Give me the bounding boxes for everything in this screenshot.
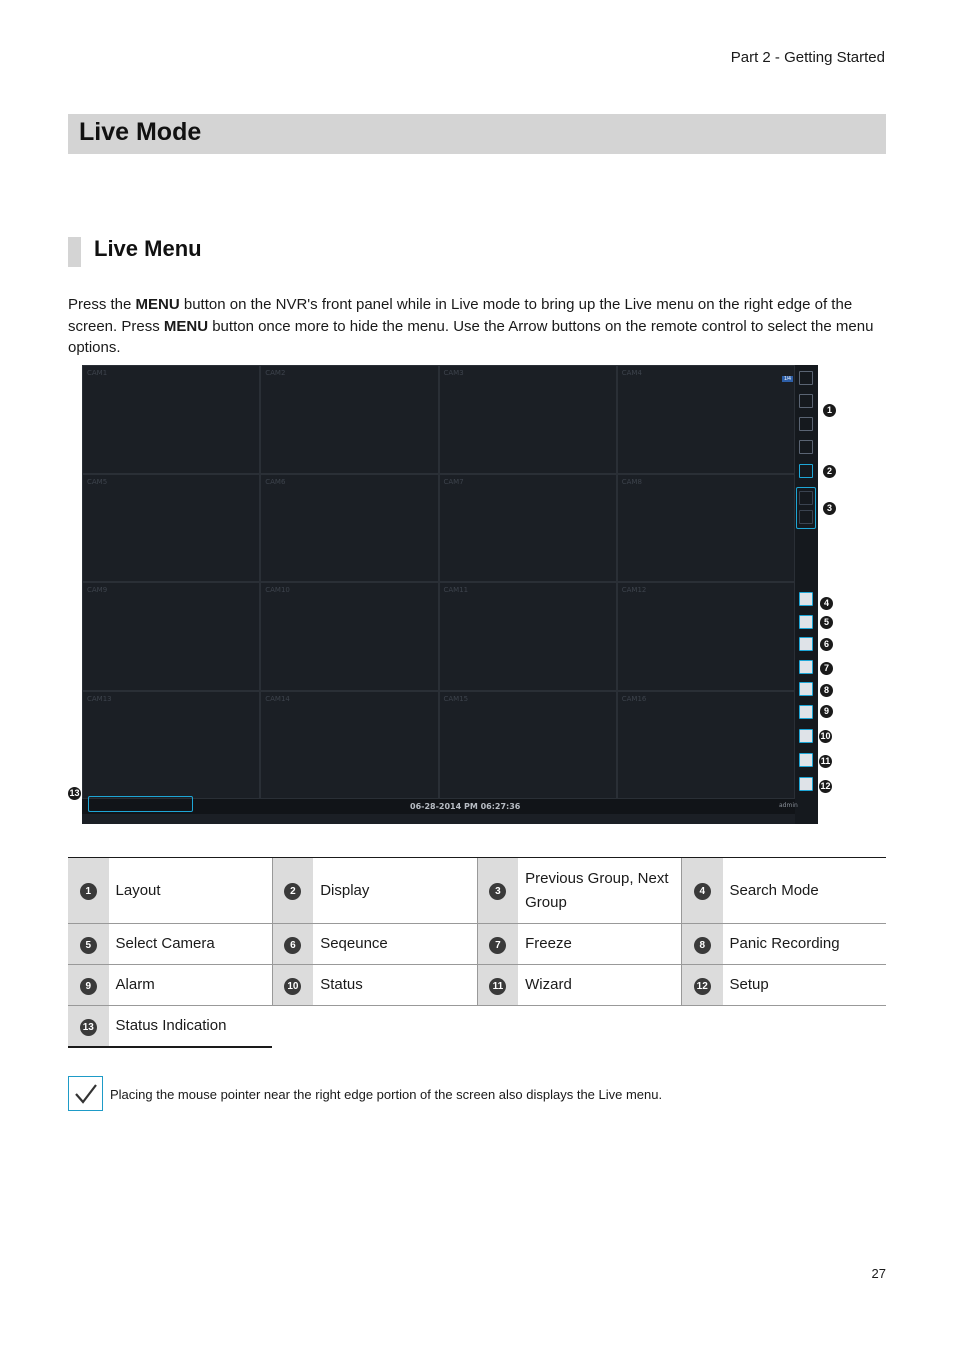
legend-number-cell (681, 858, 722, 924)
callout-12: 12 (820, 781, 831, 791)
camera-tile (617, 691, 795, 800)
display-icon (799, 464, 813, 478)
camera-label: CAM5 (87, 477, 108, 486)
legend-number: 13 (80, 1019, 97, 1036)
legend-number: 5 (80, 937, 97, 954)
camera-tile (617, 474, 795, 583)
legend-number: 6 (284, 937, 301, 954)
layout-4-icon (799, 394, 813, 408)
legend-number-cell (68, 1006, 109, 1048)
legend-number: 7 (489, 937, 506, 954)
camera-label: CAM3 (443, 369, 464, 377)
legend-number-cell (68, 858, 109, 924)
status-indication-highlight (88, 796, 193, 812)
legend-number-cell (272, 858, 313, 924)
legend-number: 2 (284, 883, 301, 900)
legend-number-cell (68, 924, 109, 965)
legend-row (68, 1006, 886, 1048)
live-screen-screenshot (82, 365, 818, 824)
section-title: Live Mode (79, 118, 202, 146)
camera-label: CAM10 (265, 586, 290, 594)
panic-recording-icon (799, 682, 813, 696)
callout-13: 13 (69, 788, 80, 798)
callout-10: 10 (820, 731, 831, 741)
sequence-icon (799, 637, 813, 651)
callout-8: 8 (820, 684, 833, 697)
note-text: Placing the mouse pointer near the right edge portion of the screen also displays the Live menu. (110, 1087, 663, 1102)
legend-number: 11 (489, 978, 506, 995)
legend-number-cell (477, 858, 518, 924)
legend-row (68, 965, 886, 1006)
camera-label: CAM2 (265, 369, 286, 377)
camera-tile (617, 582, 795, 691)
legend-label: Wizard (518, 965, 681, 1006)
callout-11: 11 (820, 756, 831, 766)
legend-number-cell (477, 965, 518, 1006)
search-mode-icon (799, 592, 813, 606)
legend-number-cell (272, 924, 313, 965)
camera-tile (82, 474, 260, 583)
camera-tile (82, 691, 260, 800)
intro-paragraph (68, 294, 888, 359)
callout-2: 2 (823, 465, 836, 478)
camera-tile (260, 691, 438, 800)
legend-label: Status Indication (109, 1006, 273, 1048)
legend-label: Previous Group, Next Group (518, 858, 681, 924)
intro-bold-menu-1: MENU (135, 296, 180, 313)
running-head: Part 2 - Getting Started (730, 49, 885, 66)
legend-number: 4 (694, 883, 711, 900)
intro-bold-menu-2: MENU (163, 317, 209, 335)
callout-4: 4 (820, 597, 833, 610)
camera-tile (260, 365, 438, 474)
note-checkmark-icon (68, 1076, 103, 1111)
legend-label: Alarm (109, 965, 273, 1006)
intro-text-2: button on the NVR's front panel while in Live mode to bring up the Live menu on the right edge of the screen. Press (68, 296, 853, 335)
camera-tile (82, 365, 260, 474)
camera-label: CAM12 (621, 586, 647, 594)
legend-number: 8 (694, 937, 711, 954)
legend-row (68, 858, 886, 924)
legend-number-cell (681, 924, 722, 965)
legend-number-cell (272, 965, 313, 1006)
callout-7: 7 (820, 662, 833, 675)
camera-label: CAM9 (87, 586, 108, 594)
subsection-title: Live Menu (94, 236, 202, 261)
legend-label: Freeze (518, 924, 681, 965)
camera-label: CAM13 (87, 694, 112, 703)
legend-number-cell (681, 965, 722, 1006)
camera-tile (260, 582, 438, 691)
subsection-marker (68, 237, 81, 267)
camera-tile (439, 365, 617, 474)
camera-label: CAM1 (87, 369, 108, 377)
legend-label: Seqeunce (313, 924, 477, 965)
camera-label: CAM8 (621, 477, 642, 486)
camera-tile (82, 582, 260, 691)
callout-6: 6 (820, 638, 833, 651)
callout-5: 5 (820, 616, 833, 629)
camera-tile (260, 474, 438, 583)
live-menu-sidebar (795, 365, 818, 824)
setup-gear-icon (799, 777, 813, 791)
legend-number-cell (477, 924, 518, 965)
camera-label: CAM16 (621, 694, 647, 703)
camera-label: CAM15 (443, 694, 469, 703)
legend-row (68, 924, 886, 965)
alarm-icon (799, 705, 813, 719)
camera-label: CAM11 (443, 586, 469, 594)
layout-9-icon (799, 417, 813, 431)
legend-table (68, 857, 886, 1048)
callout-1: 1 (823, 404, 836, 417)
camera-tile (439, 582, 617, 691)
status-icon (799, 729, 813, 743)
legend-empty (272, 1006, 886, 1048)
layout-1-icon (799, 371, 813, 385)
intro-text-3: button once more to hide the menu. Use the Arrow buttons on the remote control to select the menu options. (68, 317, 874, 356)
camera-label: CAM4 (621, 369, 642, 377)
callout-3: 3 (823, 502, 836, 515)
camera-label: CAM6 (265, 477, 286, 486)
freeze-icon (799, 660, 813, 674)
camera-label: CAM14 (265, 694, 290, 703)
intro-text-1: Press the (68, 296, 136, 313)
datetime-readout: 06-28-2014 PM 06:27:36 (410, 802, 521, 811)
mini-badge: 1/4 (784, 376, 791, 382)
next-group-icon (799, 510, 813, 524)
legend-label: Layout (109, 858, 273, 924)
legend-label: Setup (723, 965, 887, 1006)
legend-number: 9 (80, 978, 97, 995)
user-readout: admin (779, 802, 798, 809)
legend-label: Display (313, 858, 477, 924)
camera-tile (439, 474, 617, 583)
legend-number: 12 (694, 978, 711, 995)
wizard-icon (799, 753, 813, 767)
legend-number-cell (68, 965, 109, 1006)
select-camera-icon (799, 615, 813, 629)
legend-number: 3 (489, 883, 506, 900)
camera-tile (439, 691, 617, 800)
callout-9: 9 (820, 705, 833, 718)
legend-label: Select Camera (109, 924, 273, 965)
layout-16-icon (799, 440, 813, 454)
camera-label: CAM7 (443, 477, 464, 486)
page-number: 27 (871, 1266, 886, 1281)
legend-label: Status (313, 965, 477, 1006)
legend-label: Panic Recording (723, 924, 887, 965)
legend-number: 1 (80, 883, 97, 900)
previous-group-icon (799, 491, 813, 505)
camera-tile (617, 365, 795, 474)
legend-number: 10 (284, 978, 301, 995)
legend-label: Search Mode (723, 858, 887, 924)
